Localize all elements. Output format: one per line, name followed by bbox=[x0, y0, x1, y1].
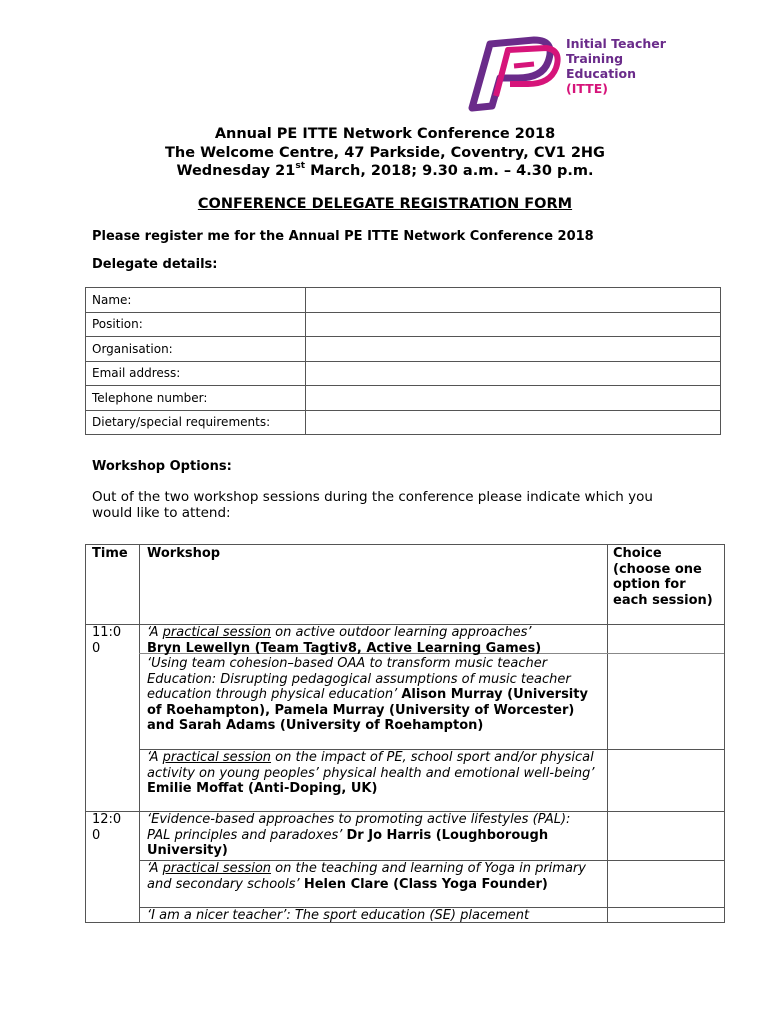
workshop-6: ‘I am a nicer teacher’: The sport education (SE) placement bbox=[147, 908, 530, 923]
table-row bbox=[86, 410, 721, 435]
form-title: CONFERENCE DELEGATE REGISTRATION FORM bbox=[197, 196, 573, 212]
choice-cell-1[interactable] bbox=[608, 625, 725, 653]
field-input-position[interactable] bbox=[306, 312, 721, 337]
workshop-3: ‘A practical session on the impact of PE, school sport and/or physical activity on young peoples’ physical health and emotional well-being’ Emilie Moffat (Anti-Doping, UK) bbox=[147, 750, 595, 797]
choice-cell-5[interactable] bbox=[608, 861, 725, 907]
conference-date: Wednesday 21st March, 2018; 9.30 a.m. – 4.30 p.m. bbox=[176, 161, 594, 179]
workshop-2: ‘Using team cohesion–based OAA to transform music teacher Education: Disrupting pedagogical assumptions of music teacher education through physical education’ Alison Murray (University of Roehampton), Pamela Murray (University of Worcester) and Sarah Adams (University of Roehampton) bbox=[147, 656, 588, 734]
table-row bbox=[86, 337, 721, 362]
choice-cell-4[interactable] bbox=[608, 812, 725, 860]
choice-cell-2[interactable] bbox=[608, 654, 725, 749]
workshop-table bbox=[85, 544, 725, 923]
session-1-time: 11:0 0 bbox=[92, 625, 122, 656]
header-choice: Choice (choose one option for each session) bbox=[613, 546, 713, 608]
field-label-name: Name: bbox=[86, 288, 306, 313]
workshop-intro: Out of the two workshop sessions during the conference please indicate which you would like to attend: bbox=[92, 489, 653, 521]
column-divider bbox=[139, 545, 140, 922]
header-time: Time bbox=[92, 546, 128, 561]
delegate-heading: Delegate details: bbox=[92, 257, 218, 272]
table-row bbox=[86, 386, 721, 411]
delegate-details-table bbox=[85, 287, 721, 435]
logo-line-4: (ITTE) bbox=[566, 81, 608, 96]
table-row bbox=[86, 361, 721, 386]
workshop-5: ‘A practical session on the teaching and learning of Yoga in primary and secondary schools’ Helen Clare (Class Yoga Founder) bbox=[147, 861, 586, 892]
field-label-email: Email address: bbox=[86, 361, 306, 386]
logo-line-2: Training bbox=[566, 51, 624, 66]
choice-cell-6[interactable] bbox=[608, 908, 725, 923]
field-input-telephone[interactable] bbox=[306, 386, 721, 411]
header-workshop: Workshop bbox=[147, 546, 221, 561]
workshop-1: ‘A practical session on active outdoor learning approaches’ Bryn Lewellyn (Team Tagtiv8, Active Learning Games) bbox=[147, 625, 542, 656]
register-line: Please register me for the Annual PE ITTE Network Conference 2018 bbox=[92, 229, 594, 244]
session-2-time: 12:0 0 bbox=[92, 812, 122, 843]
table-row bbox=[86, 312, 721, 337]
field-label-organisation: Organisation: bbox=[86, 337, 306, 362]
field-label-dietary: Dietary/special requirements: bbox=[86, 410, 306, 435]
logo-line-3: Education bbox=[566, 66, 636, 81]
workshop-4: ‘Evidence-based approaches to promoting active lifestyles (PAL): PAL principles and paradoxes’ Dr Jo Harris (Loughborough University) bbox=[147, 812, 571, 859]
pe-logo-icon bbox=[464, 36, 564, 112]
field-input-organisation[interactable] bbox=[306, 337, 721, 362]
conference-title: Annual PE ITTE Network Conference 2018 bbox=[214, 126, 556, 142]
table-row bbox=[86, 288, 721, 313]
itte-logo bbox=[464, 36, 694, 112]
logo-line-1: Initial Teacher bbox=[566, 36, 666, 51]
field-input-email[interactable] bbox=[306, 361, 721, 386]
field-input-dietary[interactable] bbox=[306, 410, 721, 435]
field-label-position: Position: bbox=[86, 312, 306, 337]
workshop-heading: Workshop Options: bbox=[92, 459, 232, 474]
field-label-telephone: Telephone number: bbox=[86, 386, 306, 411]
field-input-name[interactable] bbox=[306, 288, 721, 313]
choice-cell-3[interactable] bbox=[608, 750, 725, 811]
conference-venue: The Welcome Centre, 47 Parkside, Coventry, CV1 2HG bbox=[165, 145, 605, 161]
